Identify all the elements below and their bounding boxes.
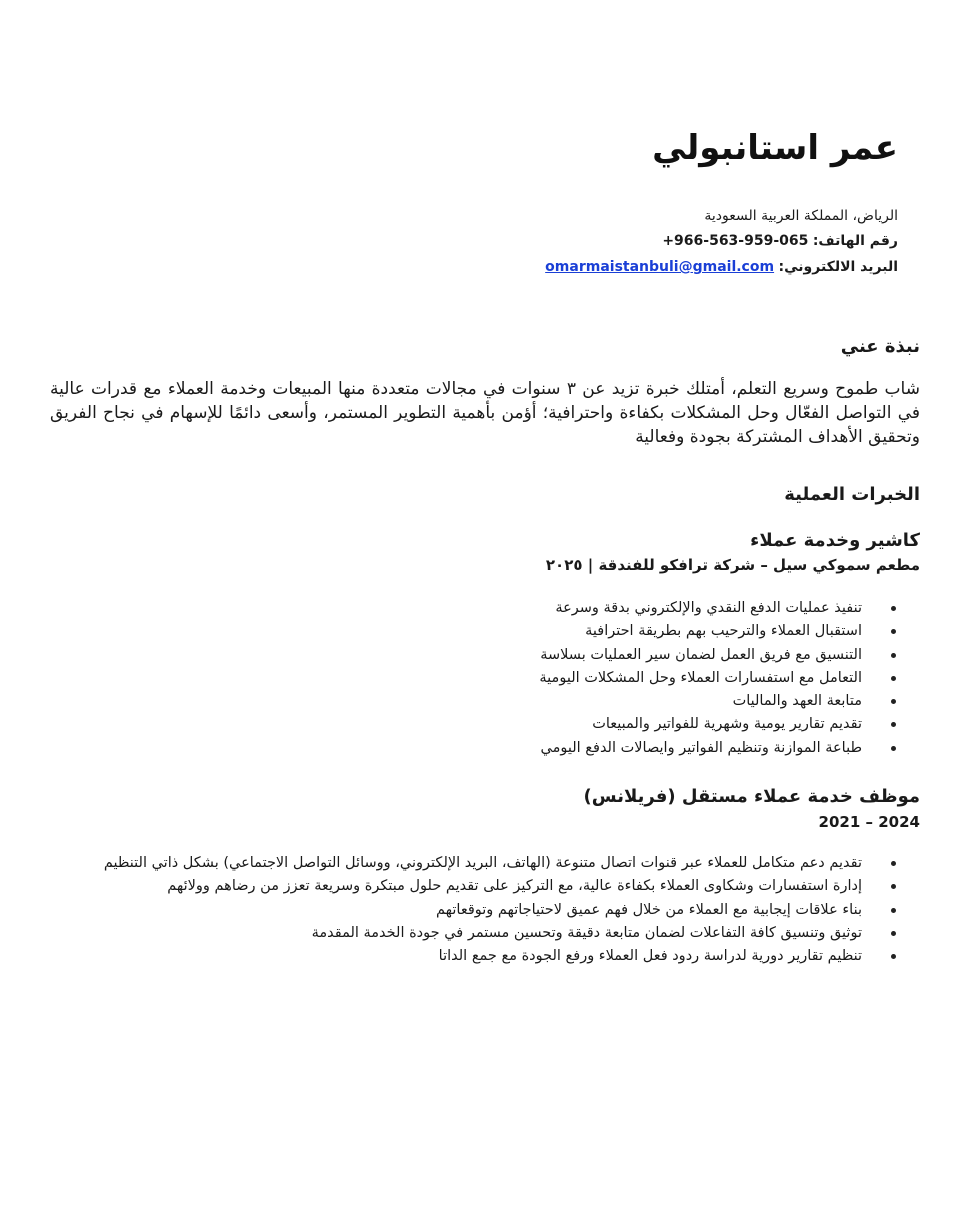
phone-label: رقم الهاتف: — [812, 233, 898, 249]
job-subtitle: مطعم سموكي سيل – شركة ترافكو للفندقة | ٢٠٢٥ — [545, 556, 920, 574]
about-heading: نبذة عني — [840, 336, 920, 357]
list-item: بناء علاقات إيجابية مع العملاء من خلال فهم عميق لاحتياجاتهم وتوقعاتهم — [104, 899, 898, 922]
job-subtitle — [819, 813, 920, 831]
phone-value: +966-563-959-065 — [662, 233, 809, 249]
job-bullet-list — [104, 852, 898, 968]
list-item: طباعة الموازنة وتنظيم الفواتير وايصالات الدفع اليومي — [539, 737, 898, 760]
list-item: إدارة استفسارات وشكاوى العملاء بكفاءة عالية، مع التركيز على تقديم حلول مبتكرة وسريعة تعزز من رضاهم وولائهم — [104, 875, 898, 898]
about-paragraph: شاب طموح وسريع التعلم، أمتلك خبرة تزيد عن ٣ سنوات في مجالات متعددة منها المبيعات وخدمة العملاء مع قدرات عالية في التواصل الفعّال وحل المشكلات بكفاءة واحترافية؛ أؤمن بأهمية التطوير المستمر، وأسعى دائمًا للإسهام في نجاح الفريق وتحقيق الأهداف المشتركة بجودة وفعالية — [50, 379, 920, 447]
job-dates: 2021 – 2024 — [818, 813, 920, 831]
list-item: تنظيم تقارير دورية لدراسة ردود فعل العملاء ورفع الجودة مع جمع الداتا — [104, 945, 898, 968]
list-item: تقديم تقارير يومية وشهرية للفواتير والمبيعات — [539, 713, 898, 736]
experience-heading: الخبرات العملية — [784, 484, 920, 505]
email-line — [545, 259, 898, 275]
location-text: الرياض، المملكة العربية السعودية — [704, 208, 898, 224]
email-label: البريد الالكتروني: — [778, 259, 898, 275]
list-item: التعامل مع استفسارات العملاء وحل المشكلات اليومية — [539, 667, 898, 690]
list-item: توثيق وتنسيق كافة التفاعلات لضمان متابعة دقيقة وتحسين مستمر في جودة الخدمة المقدمة — [104, 922, 898, 945]
email-link[interactable]: omarmaistanbuli@gmail.com — [545, 259, 775, 275]
phone-line — [662, 233, 898, 249]
candidate-name: عمر استانبولي — [652, 128, 898, 168]
job-title: موظف خدمة عملاء مستقل (فريلانس) — [583, 786, 920, 807]
job-title: كاشير وخدمة عملاء — [750, 530, 920, 551]
job-bullet-list — [539, 597, 898, 760]
list-item: تنفيذ عمليات الدفع النقدي والإلكتروني بدقة وسرعة — [539, 597, 898, 620]
list-item: التنسيق مع فريق العمل لضمان سير العمليات بسلاسة — [539, 644, 898, 667]
list-item: تقديم دعم متكامل للعملاء عبر قنوات اتصال متنوعة (الهاتف، البريد الإلكتروني، ووسائل التواصل الاجتماعي) بشكل ذاتي التنظيم — [104, 852, 898, 875]
list-item: متابعة العهد والماليات — [539, 690, 898, 713]
list-item: استقبال العملاء والترحيب بهم بطريقة احترافية — [539, 620, 898, 643]
location-line — [704, 208, 898, 224]
